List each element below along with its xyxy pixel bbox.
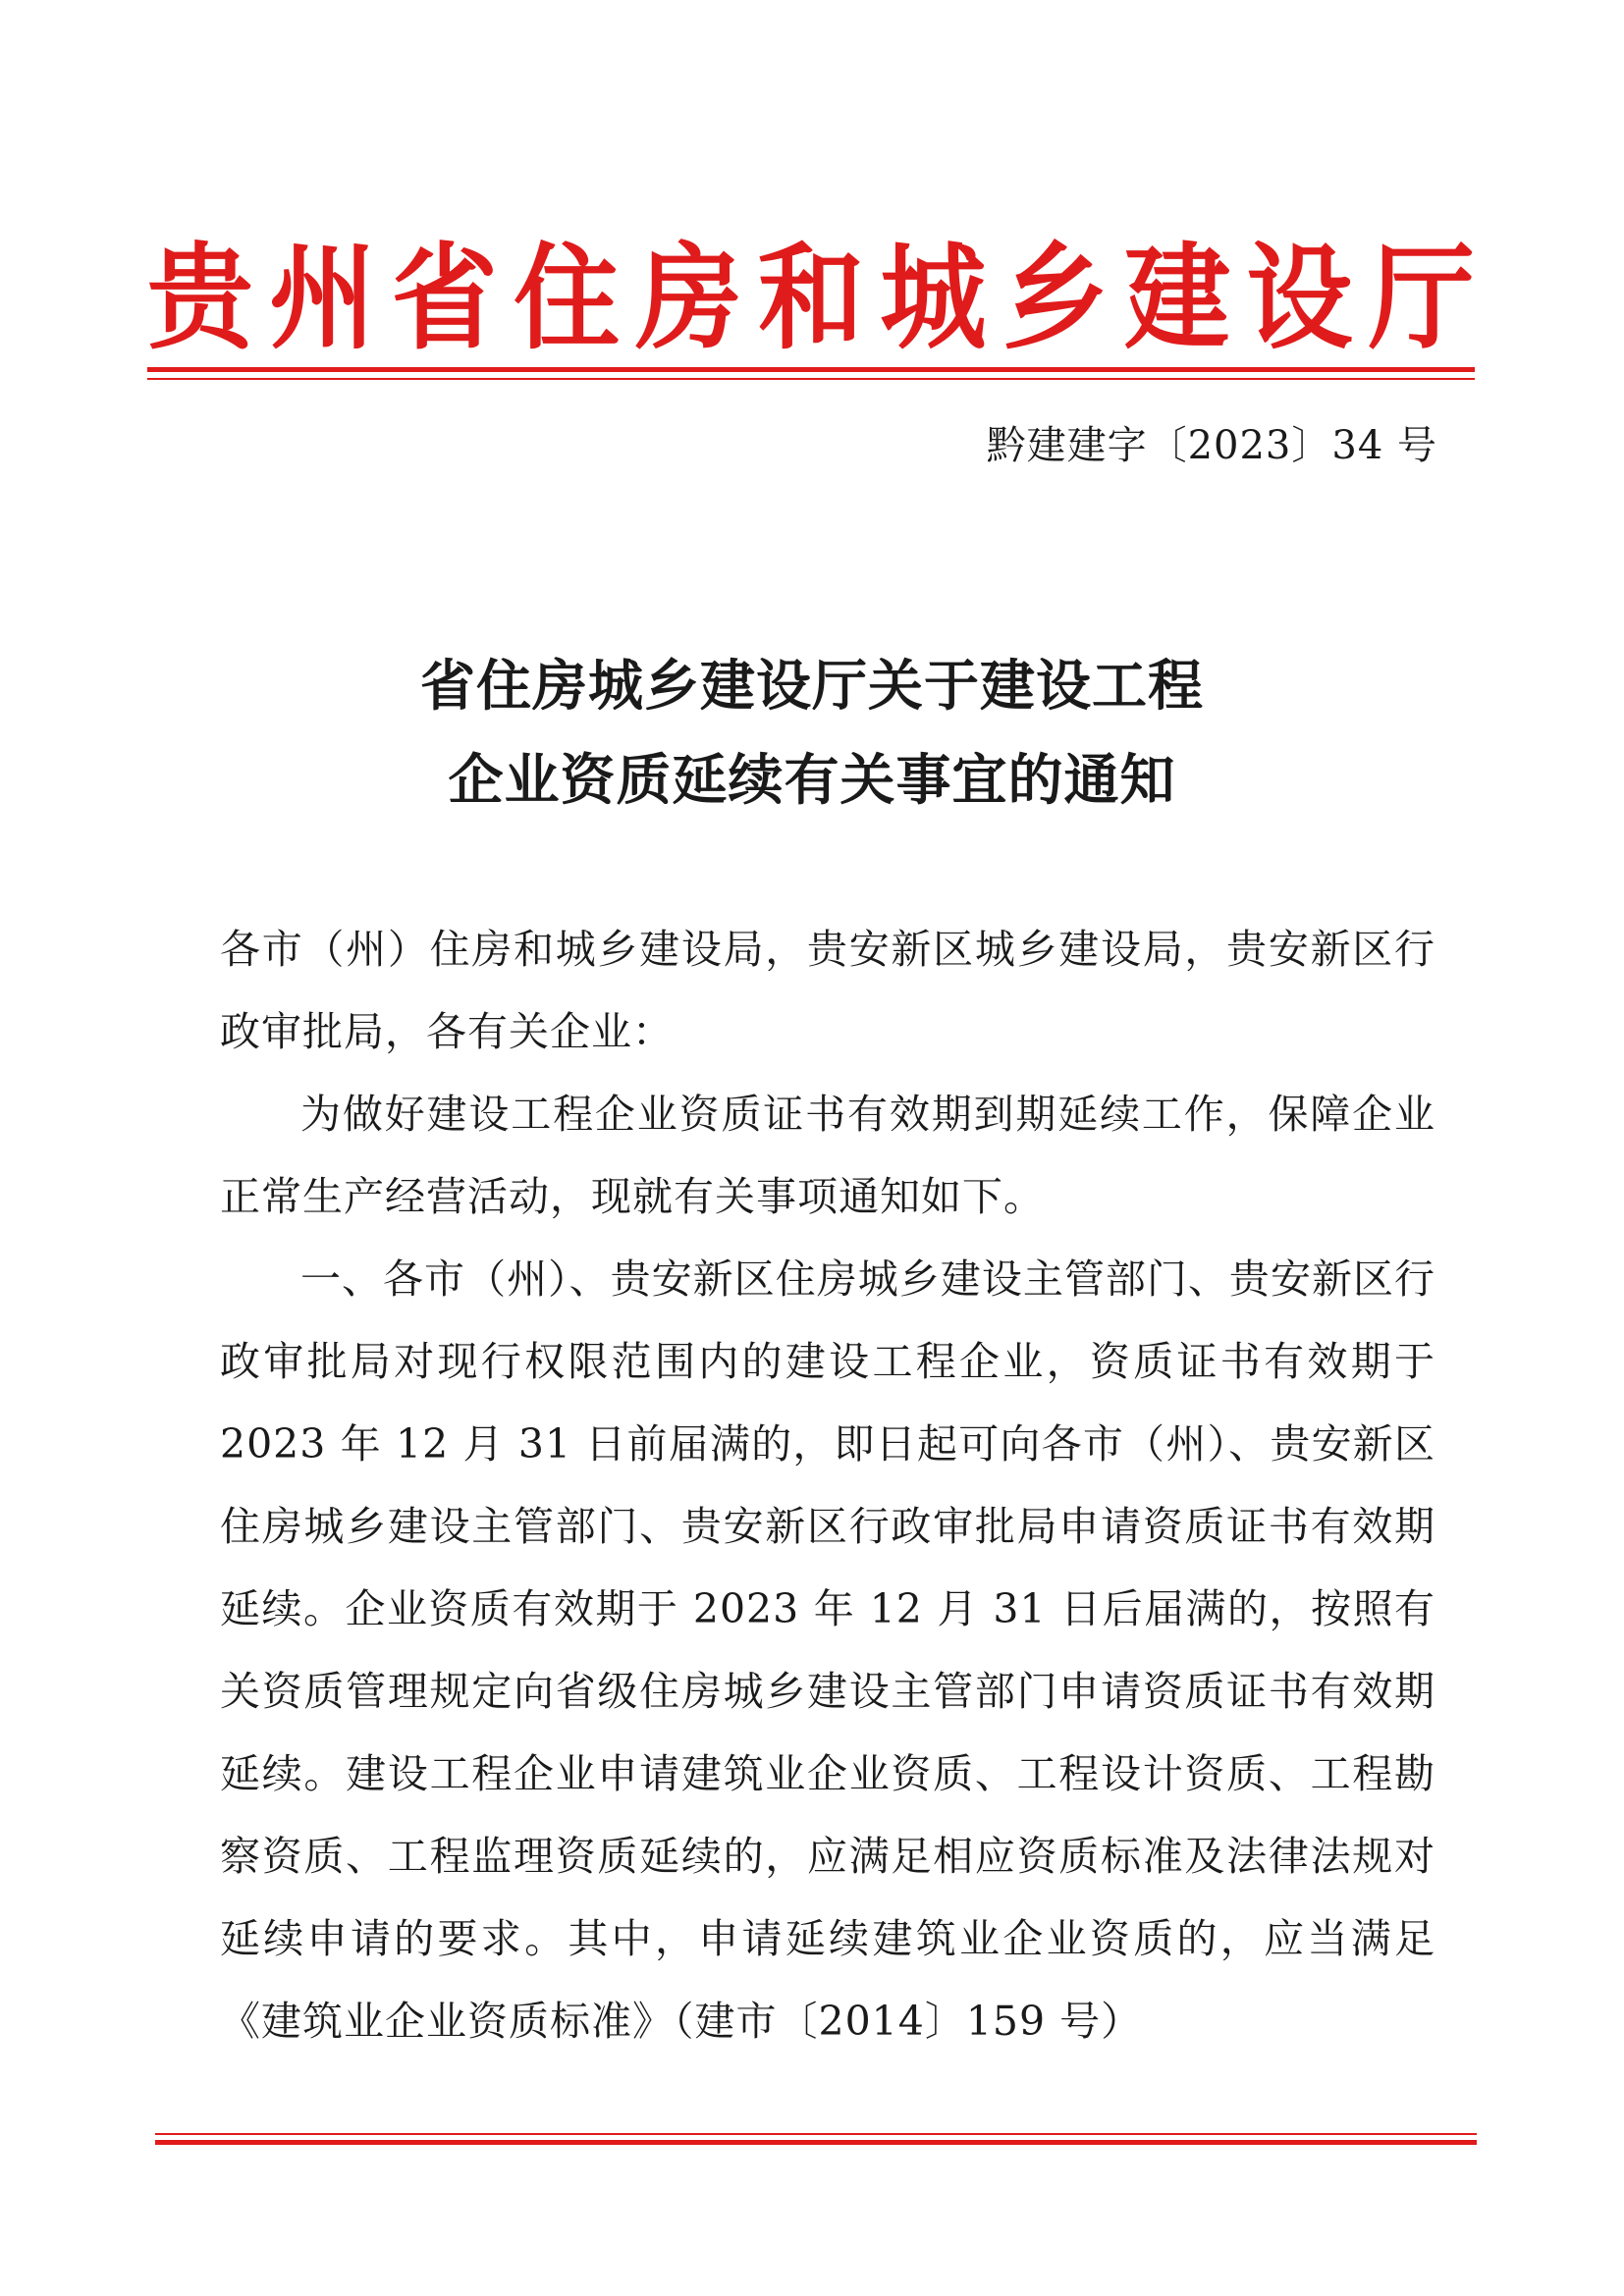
body-paragraph: 为做好建设工程企业资质证书有效期到期延续工作，保障企业正常生产经营活动，现就有关事项通知如下。 xyxy=(220,1091,1435,1220)
document-number: 黔建建字〔2023〕34 号 xyxy=(986,423,1437,468)
footer-rule-thin xyxy=(155,2133,1477,2135)
agency-name-char: 设 xyxy=(1246,232,1353,365)
footer-rule-thick xyxy=(155,2140,1477,2145)
agency-name-char: 乡 xyxy=(1001,232,1109,365)
agency-name-char: 省 xyxy=(391,232,498,365)
header-rule-thin xyxy=(147,378,1475,380)
salutation: 各市（州）住房和城乡建设局，贵安新区城乡建设局，贵安新区行政审批局，各有关企业： xyxy=(220,926,1435,1055)
agency-name-char: 贵 xyxy=(147,232,254,365)
document-title-line-1: 省住房城乡建设厅关于建设工程 xyxy=(420,655,1204,719)
agency-name-char: 和 xyxy=(757,232,864,365)
agency-name-header xyxy=(147,231,1475,368)
body-paragraph: 一、各市（州）、贵安新区住房城乡建设主管部门、贵安新区行政审批局对现行权限范围内的建设工程企业，资质证书有效期于 2023 年 12 月 31 日前届满的，即日起可向各市（州）、贵安新区住房城乡建设主管部门、贵安新区行政审批局申请资质证书有效期延续。企业资质有效期于 2023 年 12 月 31 日后届满的，按照有关资质管理规定向省级住房城乡建设主管部门申请资质证书有效期延续。建设工程企业申请建筑业企业资质、工程设计资质、工程勘察资质、工程监理资质延续的，应满足相应资质标准及法律法规对延续申请的要求。其中，申请延续建筑业企业资质的，应当满足《建筑业企业资质标准》（建市〔2014〕159 号） xyxy=(220,1255,1435,2045)
agency-name-char: 城 xyxy=(880,232,987,365)
agency-name-char: 建 xyxy=(1124,232,1231,365)
agency-name-char: 厅 xyxy=(1368,232,1475,365)
agency-name-char: 房 xyxy=(635,232,742,365)
agency-name-char: 住 xyxy=(514,232,621,365)
document-body xyxy=(220,908,1435,2062)
header-rule-thick xyxy=(147,367,1475,372)
document-title-line-2: 企业资质延续有关事宜的通知 xyxy=(448,749,1176,813)
agency-name-char: 州 xyxy=(269,232,376,365)
